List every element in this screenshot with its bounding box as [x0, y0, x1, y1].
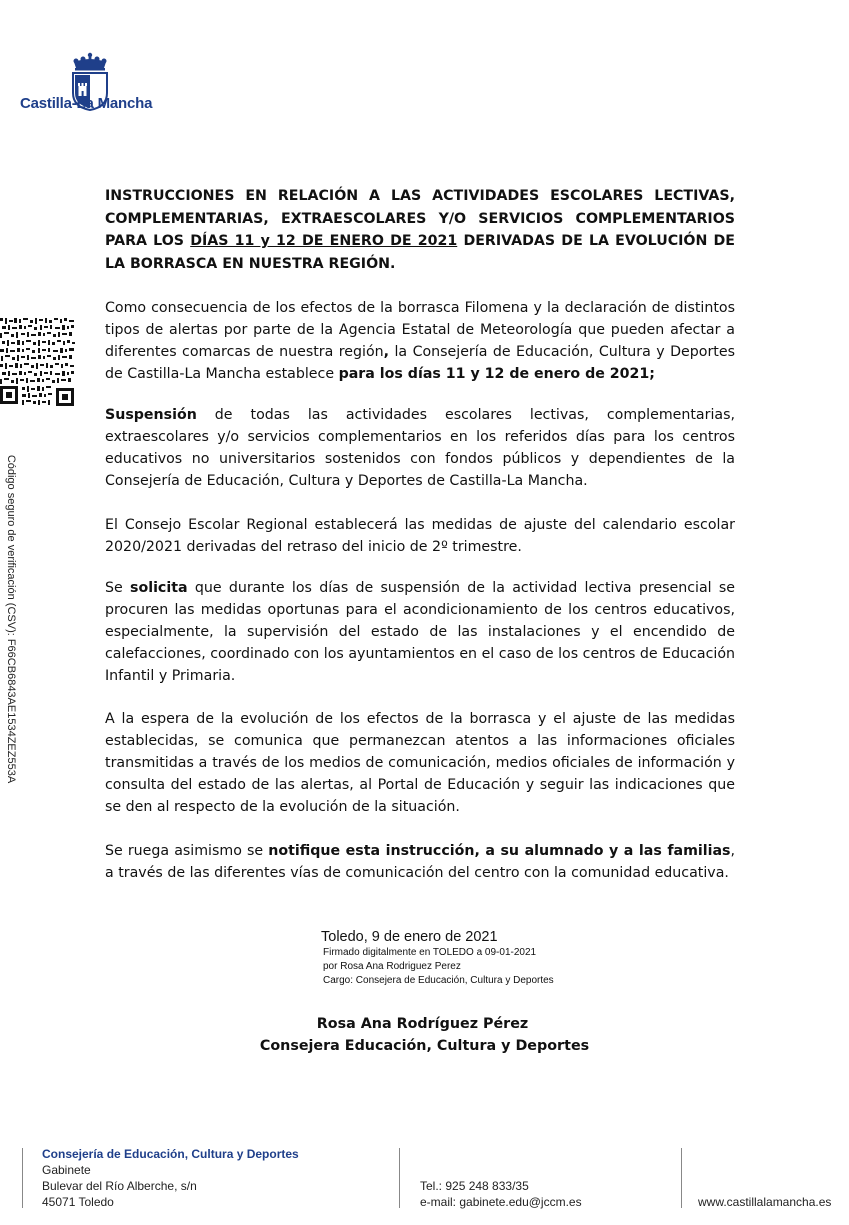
paragraph-suspension: Suspensión de todas las actividades escolares lectivas, complementarias, extraescolares y/o servicios complementarios en los referidos días para los centros educativos no universitarios sostenidos con fondos públicos y dependientes de la Consejería de Educación, Cultura y Deportes de Castilla-La Mancha. [105, 407, 735, 489]
title-dates: DÍAS 11 y 12 DE ENERO DE 2021 [190, 233, 458, 249]
footer-contact: Tel.: 925 248 833/35 e-mail: gabinete.edu@jccm.es [420, 1179, 582, 1209]
footer-email: e-mail: gabinete.edu@jccm.es [420, 1195, 582, 1209]
footer-divider [681, 1148, 682, 1208]
footer-divider [399, 1148, 400, 1208]
document-title: INSTRUCCIONES EN RELACIÓN A LAS ACTIVIDADES ESCOLARES LECTIVAS, COMPLEMENTARIAS, EXTRAESCOLARES Y/O SERVICIOS COMPLEMENTARIOS PARA LOS DÍAS 11 y 12 DE ENERO DE 2021 DERIVADAS DE LA EVOLUCIÓN DE LA BORRASCA EN NUESTRA REGIÓN. [105, 188, 736, 272]
logo-text: Castilla-La Mancha [20, 95, 153, 112]
signer-name: Rosa Ana Rodríguez Pérez [316, 1016, 529, 1032]
digital-signature-info: Firmado digitalmente en TOLEDO a 09-01-2021 por Rosa Ana Rodriguez Perez Cargo: Consejera de Educación, Cultura y Deportes [323, 947, 554, 986]
paragraph-request: Se solicita que durante los días de suspensión de la actividad lectiva presencial se procuren las medidas oportunas para el acondicionamiento de los centros educativos, especialmente, la supervisión del estado de las instalaciones y el encendido de calefacciones, coordinado con los ayuntamientos en el caso de los centros de Educación Infantil y Primaria. [105, 580, 735, 684]
footer-website: www.castillalamancha.es [698, 1195, 832, 1209]
verification-code-text: Código seguro de verificación (CSV): F66CB6843AE1534ZEZ553A [5, 454, 17, 784]
signature-place-date: Toledo, 9 de enero de 2021 [321, 929, 498, 945]
paragraph-awaiting: A la espera de la evolución de los efectos de la borrasca y el ajuste de las medidas establecidas, se comunica que permanezcan atentos a las informaciones oficiales transmitidas a través de los medios de comunicación, medios oficiales de información y consulta del estado de las alertas, al Portal de Educación y seguir las indicaciones que se den al respecto de la evolución de la situación. [105, 711, 735, 815]
paragraph-context: Como consecuencia de los efectos de la borrasca Filomena y la declaración de distintos tipos de alertas por parte de la Agencia Estatal de Meteorología que pueden afectar a diferentes comarcas de nuestra región, la Consejería de Educación, Cultura y Deportes de Castilla-La Mancha establece para los días 11 y 12 de enero de 2021; [105, 300, 735, 382]
signer-block [0, 1013, 849, 1057]
signer-position: Consejera Educación, Cultura y Deportes [259, 1038, 590, 1054]
paragraph-notify: Se ruega asimismo se notifique esta instrucción, a su alumnado y a las familias, a través de las diferentes vías de comunicación del centro con la comunidad educativa. [105, 843, 735, 881]
qr-code [0, 316, 76, 406]
footer-divider [22, 1148, 23, 1208]
paragraph-calendar: El Consejo Escolar Regional establecerá las medidas de ajuste del calendario escolar 2020/2021 derivadas del retraso del inicio de 2º trimestre. [105, 517, 735, 555]
footer-address: Consejería de Educación, Cultura y Deportes Gabinete Bulevar del Río Alberche, s/n 45071 Toledo [42, 1147, 299, 1209]
